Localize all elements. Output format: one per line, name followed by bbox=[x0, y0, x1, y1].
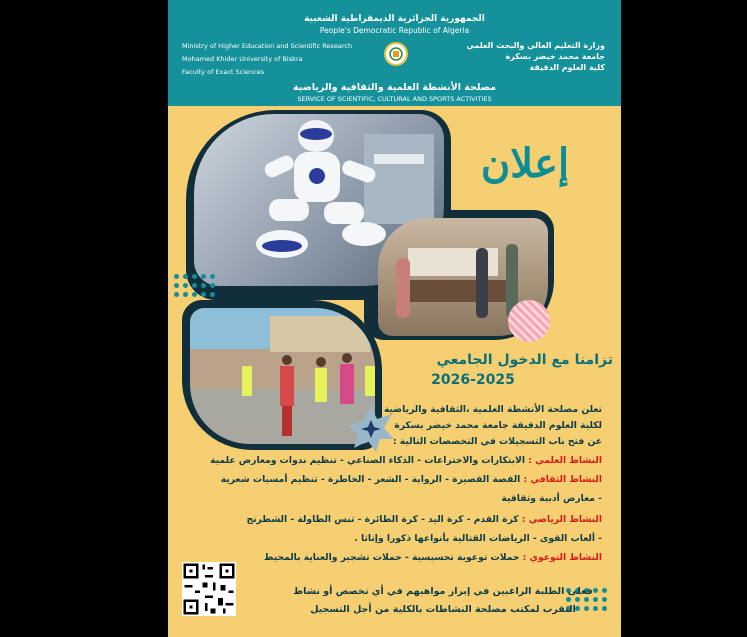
activity-text: القصة القصيرة - الرواية - الشعر - الخاطرة - تنظيم أمسيات شعرية bbox=[220, 474, 524, 485]
pink-striped-circle bbox=[508, 300, 550, 342]
dotted-grid-left bbox=[174, 274, 215, 297]
activity-text: - ألعاب القوى - الرياضات القتالية بأنواعها ذكورا وإناثا . bbox=[354, 533, 602, 544]
qr-code[interactable] bbox=[182, 562, 236, 616]
republic-title-en: People's Democratic Republic of Algeria bbox=[319, 26, 470, 35]
activity-cultural bbox=[220, 472, 602, 487]
ministry-name-en: Ministry of Higher Education and Scientific Research bbox=[182, 42, 353, 50]
university-name-en: Mohamed Khider University of Biskra bbox=[182, 55, 303, 63]
academic-year: 2026-2025 bbox=[431, 372, 515, 388]
activity-cultural-continued bbox=[260, 491, 602, 506]
activity-text: حملات توعوية تحسيسية - حملات تشجير والعناية بالمحيط bbox=[263, 552, 523, 563]
announcement-poster bbox=[168, 0, 621, 637]
announcement-heading: إعلان bbox=[480, 140, 570, 187]
ministry-name-ar: وزارة التعليم العالي والبحث العلمي bbox=[466, 41, 605, 50]
intro-line-2: لكلية العلوم الدقيقة جامعة محمد خيضر بسكرة bbox=[394, 420, 602, 431]
service-title-en: SERVICE OF SCIENTIFIC, CULTURAL AND SPORTS ACTIVITIES bbox=[297, 95, 492, 103]
institution-lines-en bbox=[182, 40, 352, 79]
intro-line-1: تعلن مصلحة الأنشطة العلمية ،الثقافية والرياضية bbox=[383, 404, 602, 415]
title-line: تزامنا مع الدخول الجامعي bbox=[436, 352, 613, 368]
poster-header bbox=[168, 0, 621, 106]
faculty-name-en: Faculty of Exact Sciences bbox=[182, 68, 265, 76]
university-logo-icon bbox=[388, 46, 404, 62]
activity-text: - معارض أدبية وثقافية bbox=[501, 493, 602, 504]
qr-code-icon bbox=[182, 562, 236, 616]
university-logo bbox=[384, 42, 408, 66]
activity-label: النشاط العلمي : bbox=[528, 455, 602, 466]
activity-label: النشاط الثقافي : bbox=[523, 474, 602, 485]
republic-title-ar: الجمهورية الجزائرية الديمقراطية الشعبية bbox=[304, 14, 485, 24]
activity-label: النشاط الرياضي : bbox=[521, 514, 602, 525]
footer-line-2: التقرب لمكتب مصلحة النشاطات بالكلية من أجل التسجيل bbox=[310, 604, 576, 615]
footer-line-1: فعلى الطلبة الراغبين في إبراز مواهبهم في أي تخصص أو نشاط bbox=[293, 586, 593, 597]
university-name-ar: جامعة محمد خيضر بسكرة bbox=[505, 52, 605, 61]
activity-text: الابتكارات والاختراعات - الذكاء الصناعي - تنظيم ندوات ومعارض علمية bbox=[210, 455, 529, 466]
activity-sports-continued bbox=[260, 531, 602, 546]
activity-awareness bbox=[260, 550, 602, 565]
intro-line-3: عن فتح باب التسجيلات في التخصصات التالية : bbox=[392, 436, 602, 447]
activity-sports bbox=[246, 512, 602, 527]
service-title-ar: مصلحة الأنشطة العلمية والثقافية والرياضية bbox=[292, 82, 497, 93]
institution-lines-ar bbox=[466, 40, 605, 73]
faculty-name-ar: كلية العلوم الدقيقة bbox=[529, 63, 605, 72]
activity-text: كرة القدم - كرة اليد - كرة الطائرة - تنس الطاولة - الشطرنج bbox=[246, 514, 522, 525]
activity-label: النشاط التوعوي : bbox=[522, 552, 602, 563]
activity-scientific bbox=[210, 453, 602, 468]
